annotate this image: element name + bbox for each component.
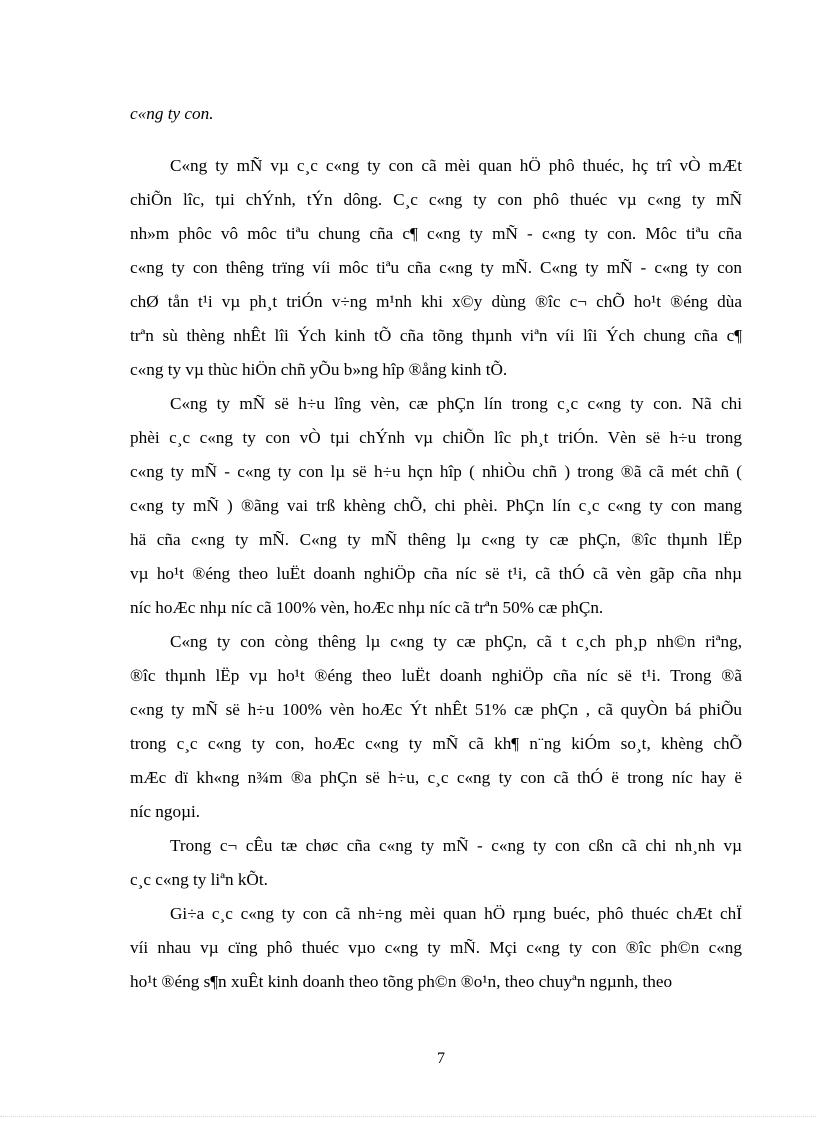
- paragraph: [130, 149, 742, 387]
- text-line: C«ng ty con còng thêng lµ c«ng ty cæ phÇn, cã t c¸ch ph¸p nh©n riªng,: [170, 632, 742, 651]
- text-line: C«ng ty mÑ së h÷u lîng vèn, cæ phÇn lín trong c¸c c«ng ty con. Nã chi: [170, 394, 742, 413]
- text-line: hä cña c«ng ty mÑ. C«ng ty mÑ thêng lµ c«ng ty cæ phÇn, ®îc thµnh lËp: [130, 530, 742, 549]
- text-line: mÆc dï kh«ng n¾m ®a phÇn së h÷u, c¸c c«ng ty con cã thÓ ë trong níc hay ë: [130, 768, 742, 787]
- text-line: ho¹t ®éng s¶n xuÊt kinh doanh theo tõng ph©n ®o¹n, theo chuyªn ngµnh, theo: [130, 972, 673, 991]
- paragraph: [130, 897, 742, 999]
- opening-line: c«ng ty con.: [130, 104, 214, 123]
- text-line: Gi÷a c¸c c«ng ty con cã nh÷ng mèi quan hÖ rµng buéc, phô thuéc chÆt chÏ: [170, 904, 742, 923]
- paragraph: [130, 829, 742, 897]
- text-line: phèi c¸c c«ng ty con vÒ tµi chÝnh vµ chiÕn lîc ph¸t triÓn. Vèn së h÷u trong: [130, 428, 742, 447]
- text-line: níc hoÆc nhµ níc cã 100% vèn, hoÆc nhµ níc cã trªn 50% cæ phÇn.: [130, 598, 604, 617]
- text-line: trªn sù thèng nhÊt lîi Ých kinh tÕ cña tõng thµnh viªn víi lîi Ých chung cña c¶: [130, 326, 742, 345]
- text-line: vµ ho¹t ®éng theo luËt doanh nghiÖp cña níc së t¹i, cã thÓ cã vèn gãp cña nhµ: [130, 564, 742, 583]
- text-line: C«ng ty mÑ vµ c¸c c«ng ty con cã mèi quan hÖ phô thuéc, hç trî vÒ mÆt: [170, 156, 742, 175]
- body-text: [130, 97, 742, 999]
- text-line: c«ng ty mÑ së h÷u 100% vèn hoÆc Ýt nhÊt 51% cæ phÇn , cã quyÒn bá phiÕu: [130, 700, 742, 719]
- paragraphs: [130, 149, 742, 999]
- paragraph: [130, 625, 742, 829]
- text-line: c«ng ty vµ thùc hiÖn chñ yÕu b»ng hîp ®ång kinh tÕ.: [130, 360, 508, 379]
- text-line: víi nhau vµ cïng phô thuéc vµo c«ng ty mÑ. Mçi c«ng ty con ®îc ph©n c«ng: [130, 938, 742, 957]
- text-line: chiÕn lîc, tµi chÝnh, tÝn dông. C¸c c«ng ty con phô thuéc vµ c«ng ty mÑ: [130, 190, 742, 209]
- text-line: c«ng ty mÑ ) ®ãng vai trß khèng chÕ, chi phèi. PhÇn lín c¸c c«ng ty con mang: [130, 496, 742, 515]
- text-line: ®îc thµnh lËp vµ ho¹t ®éng theo luËt doanh nghiÖp cña níc së t¹i. Trong ®ã: [130, 666, 742, 685]
- text-line: trong c¸c c«ng ty con, hoÆc c«ng ty mÑ cã kh¶ n¨ng kiÓm so¸t, khèng chÕ: [130, 734, 742, 753]
- paragraph: [130, 387, 742, 625]
- text-line: c«ng ty con thêng trïng víi môc tiªu cña c«ng ty mÑ. C«ng ty mÑ - c«ng ty con: [130, 258, 742, 277]
- text-line: chØ tån t¹i vµ ph¸t triÓn v÷ng m¹nh khi x©y dùng ®îc c¬ chÕ ho¹t ®éng dùa: [130, 292, 742, 311]
- paragraph-gap: [130, 131, 742, 149]
- page-bottom-rule: [0, 1116, 816, 1117]
- text-line: Trong c¬ cÊu tæ chøc cña c«ng ty mÑ - c«ng ty con cßn cã chi nh¸nh vµ: [170, 836, 742, 855]
- text-line: c«ng ty mÑ - c«ng ty con lµ së h÷u hçn hîp ( nhiÒu chñ ) trong ®ã cã mét chñ (: [130, 462, 742, 481]
- text-line: c¸c c«ng ty liªn kÕt.: [130, 870, 268, 889]
- page-number: 7: [437, 1050, 445, 1067]
- text-line: níc ngoµi.: [130, 802, 201, 821]
- text-line: nh»m phôc vô môc tiªu chung cña c¶ c«ng ty mÑ - c«ng ty con. Môc tiªu cña: [130, 224, 742, 243]
